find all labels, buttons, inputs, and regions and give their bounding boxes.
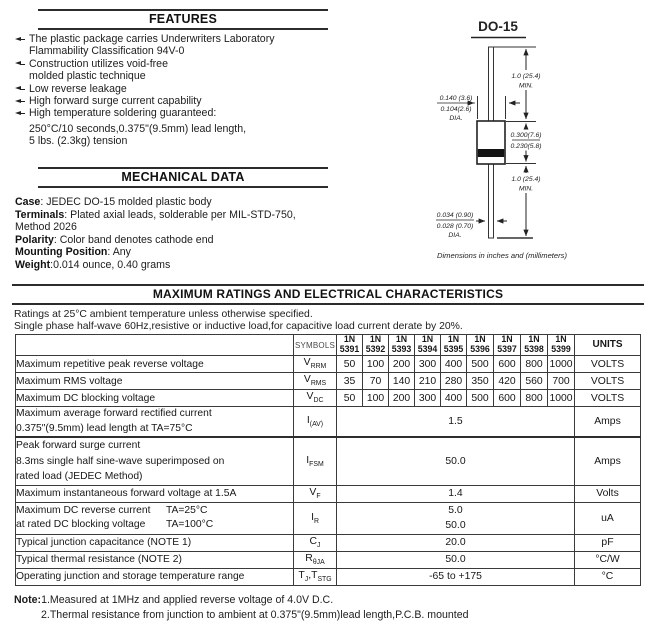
features-list [15,33,329,148]
mech-line: Mounting Position: Any [15,246,131,258]
part-header: 1N 5399 [548,335,575,356]
dim-lead-bottom-value: 1.0 (25.4) [511,176,541,183]
symbols-header: SYMBOLS [294,335,337,356]
bullet-arrow-icon [15,95,29,107]
ratings-title: MAXIMUM RATINGS AND ELECTRICAL CHARACTERISTICS [152,287,504,301]
dim-body-len-min: 0.230(5.8) [510,143,542,150]
feature-text: Low reverse leakage [29,82,127,95]
features-header [38,9,328,30]
part-header: 1N 5391 [337,335,363,356]
package-diagram [330,0,655,272]
dim-body-dia-min: 0.104(2.6) [440,106,472,113]
mechanical-data-body [15,196,331,271]
feature-text: Construction utilizes void-free molded plastic technique [29,57,168,83]
table-row: Operating junction and storage temperature range $T_J,T_{STG}$ -65 to +175 °C [16,568,641,585]
package-name: DO-15 [478,19,518,34]
dim-body-len-max: 0.300(7.6) [510,132,542,139]
mechanical-data-title: MECHANICAL DATA [121,170,245,184]
list-item [15,58,329,83]
table-row: Maximum DC reverse current TA=25°C at rated DC blocking voltage TA=100°C $I_R$ 5.0 50.0 uA [16,502,641,534]
mech-line: Weight:0.014 ounce, 0.40 grams [15,258,171,271]
table-row: Maximum DC blocking voltage $V_{DC}$ 50 100 200 300 400 500 600 800 1000 VOLTS [16,390,641,407]
bullet-arrow-icon [15,83,29,95]
units-header: UNITS [575,335,641,356]
list-item [15,95,329,107]
feature-continuation: 250°C/10 seconds,0.375"(9.5mm) lead length, 5 lbs. (2.3kg) tension [29,122,247,148]
feature-text: The plastic package carries Underwriters Laboratory Flammability Classification 94V-0 [29,33,275,58]
ratings-banner [12,284,644,305]
footnotes: Note:1.Measured at 1MHz and applied reverse voltage of 4.0V D.C. 2.Thermal resistance from junction to ambient at 0.375"(9.5mm)lead length,P.C.B. mounted [14,594,469,621]
bullet-arrow-icon [15,58,29,70]
note-label: Note: [14,594,42,606]
dim-lead-dia-min: 0.028 (0.70) [436,223,474,230]
mech-line: Method 2026 [15,221,77,233]
part-header: 1N 5395 [441,335,467,356]
table-row: Maximum instantaneous forward voltage at 1.5A $V_F$ 1.4 Volts [16,485,641,502]
table-row: Typical thermal resistance (NOTE 2) $R_{\theta JA}$ 50.0 °C/W [16,551,641,568]
diode-body [477,121,505,164]
diagram-caption: Dimensions in inches and (millimeters) [437,251,567,260]
list-item [15,83,329,95]
feature-text: High temperature soldering guaranteed: [29,107,217,120]
bullet-arrow-icon [15,107,29,119]
dim-lead-dia-max: 0.034 (0.90) [436,212,474,219]
part-header: 1N 5398 [521,335,548,356]
table-row: Maximum repetitive peak reverse voltage $V_{RRM}$ 50 100 200 300 400 500 600 800 1000 VOLTS [16,356,641,373]
part-header: 1N 5396 [467,335,494,356]
mech-line: Case: JEDEC DO-15 molded plastic body [15,196,212,208]
dim-body-dia-max: 0.140 (3.6) [439,95,473,102]
ratings-table [15,334,641,586]
table-row: Peak forward surge current 8.3ms single half sine-wave superimposed on rated load (JEDEC Method) $I_{FSM}$ 50.0 Amps [16,437,641,485]
feature-text: High forward surge current capability [29,95,202,108]
dim-body-dia-qual: DIA. [449,115,463,122]
cathode-band [478,149,504,157]
part-header: 1N 5394 [415,335,441,356]
dim-lead-top-value: 1.0 (25.4) [511,73,541,80]
bullet-arrow-icon [15,33,29,45]
ratings-conditions: Ratings at 25°C ambient temperature unless otherwise specified. Single phase half-wave 60Hz,resistive or inductive load,for capacitive load current derate by 20%. [14,309,463,332]
list-item [15,107,329,119]
part-header: 1N 5392 [363,335,389,356]
dim-lead-bottom-qual: MIN. [518,185,534,193]
header-empty-cell [16,335,294,356]
features-title: FEATURES [148,12,218,26]
list-item [15,33,329,58]
dim-lead-top-qual: MIN. [518,82,534,90]
mechanical-data-header [38,167,328,188]
table-row: Maximum RMS voltage $V_{RMS}$ 35 70 140 210 280 350 420 560 700 VOLTS [16,373,641,390]
table-row: Typical junction capacitance (NOTE 1) $C_J$ 20.0 pF [16,534,641,551]
part-header: 1N 5397 [494,335,521,356]
dim-lead-dia-qual: DIA. [448,232,462,239]
table-row: Maximum average forward rectified current 0.375"(9.5mm) lead length at TA=75°C $I_{(AV)}$ 1.5 Amps [16,407,641,438]
table-header-row [16,335,641,356]
mech-line: Polarity: Color band denotes cathode end [15,233,214,246]
part-header: 1N 5393 [389,335,415,356]
mech-line: Terminals: Plated axial leads, solderable per MIL-STD-750, [15,208,296,221]
